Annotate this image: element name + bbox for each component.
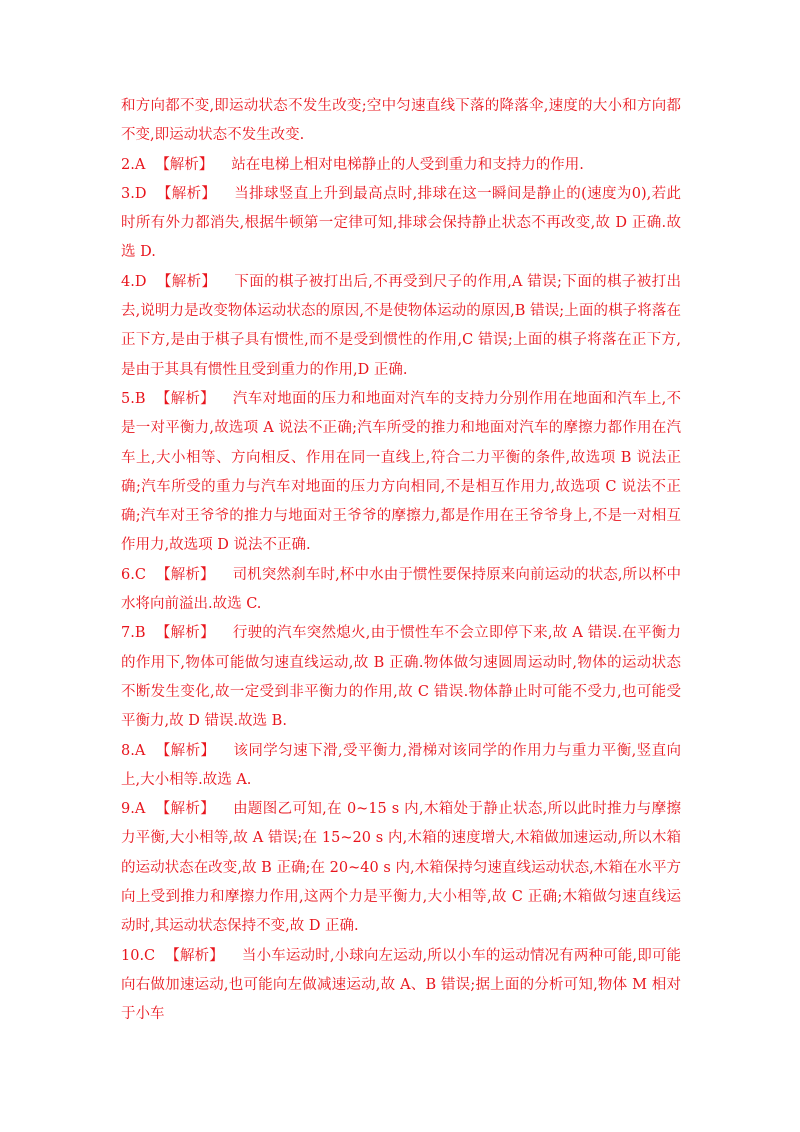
analysis-text: 当排球竖直上升到最高点时,排球在这一瞬间是静止的(速度为0),若此时所有外力都消失,根据牛顿第一定律可知,排球会保持静止状态不再改变,故 D 正确.故选 D. bbox=[121, 185, 681, 261]
analysis-text: 汽车对地面的压力和地面对汽车的支持力分别作用在地面和汽车上,不是一对平衡力,故选项 A 说法不正确;汽车所受的推力和地面对汽车的摩擦力都作用在汽车上,大小相等、方向相反、作用在同一直线上,符合二力平衡的条件,故选项 B 说法正确;汽车所受的重力与汽车对地面的压力方向相同,不是相互作用力,故选项 C 说法不正确;汽车对王爷爷的推力与地面对王爷爷的摩擦力,都是作用在王爷爷身上,不是一对相互作用力,故选项 D 说法不正确. bbox=[121, 390, 682, 554]
analysis-text: 由题图乙可知,在 0~15 s 内,木箱处于静止状态,所以此时推力与摩擦力平衡,大小相等,故 A 错误;在 15~20 s 内,木箱的速度增大,木箱做加速运动,所以木箱的运动状态在改变,故 B 正确;在 20~40 s 内,木箱保持匀速直线运动状态,木箱在水平方向上受到推力和摩擦力作用,这两个力是平衡力,大小相等,故 C 正确;木箱做匀速直线运动时,其运动状态保持不变,故 D 正确. bbox=[121, 801, 682, 935]
analysis-text: 下面的棋子被打出后,不再受到尺子的作用,A 错误;下面的棋子被打出去,说明力是改变物体运动状态的原因,不是使物体运动的原因,B 错误;上面的棋子将落在正下方,是由于棋子具有惯性,而不是受到惯性的作用,C 错误;上面的棋子将落在正下方,是由于其具有惯性且受到重力的作用,D 正确. bbox=[121, 273, 681, 378]
answer-number: 10.C bbox=[121, 947, 156, 964]
analysis-tag: 【解析】 bbox=[156, 273, 217, 290]
analysis-tag: 【解析】 bbox=[155, 801, 216, 818]
answer-analysis-page bbox=[121, 92, 681, 1030]
answer-number: 6.C bbox=[121, 566, 146, 583]
answer-item-7 bbox=[121, 619, 681, 736]
answer-number: 7.B bbox=[121, 625, 146, 642]
analysis-text: 当小车运动时,小球向左运动,所以小车的运动情况有两种可能,即可能向右做加速运动,也可能向左做减速运动,故 A、B 错误;据上面的分析可知,物体 M 相对于小车 bbox=[121, 947, 681, 1023]
answer-number: 9.A bbox=[121, 801, 146, 818]
analysis-text: 站在电梯上相对电梯静止的人受到重力和支持力的作用. bbox=[231, 156, 584, 173]
analysis-tag: 【解析】 bbox=[155, 625, 215, 642]
answer-number: 4.D bbox=[121, 273, 147, 290]
paragraph-continuation bbox=[121, 92, 681, 151]
analysis-tag: 【解析】 bbox=[155, 390, 215, 407]
analysis-text: 该同学匀速下滑,受平衡力,滑梯对该同学的作用力与重力平衡,竖直向上,大小相等.故选 A. bbox=[121, 742, 682, 788]
answer-item-6 bbox=[121, 561, 681, 620]
answer-item-5 bbox=[121, 385, 681, 561]
analysis-tag: 【解析】 bbox=[165, 947, 224, 964]
answer-number: 8.A bbox=[121, 742, 146, 759]
paragraph-text: 和方向都不变,即运动状态不发生改变;空中匀速直线下落的降落伞,速度的大小和方向都不变,即运动状态不发生改变. bbox=[121, 98, 681, 144]
answer-item-2 bbox=[121, 151, 681, 180]
answer-number: 5.B bbox=[121, 390, 146, 407]
answer-item-8 bbox=[121, 737, 681, 796]
analysis-text: 司机突然刹车时,杯中水由于惯性要保持原来向前运动的状态,所以杯中水将向前溢出.故选 C. bbox=[121, 566, 682, 613]
analysis-tag: 【解析】 bbox=[155, 742, 216, 759]
answer-item-3 bbox=[121, 180, 681, 268]
answer-item-10 bbox=[121, 942, 681, 1030]
analysis-text: 行驶的汽车突然熄火,由于惯性车不会立即停下来,故 A 错误.在平衡力的作用下,物体可能做匀速直线运动,故 B 正确.物体做匀速圆周运动时,物体的运动状态不断发生变化,故一定受到非平衡力的作用,故 C 错误.物体静止时可能不受力,也可能受平衡力,故 D 错误.故选 B. bbox=[121, 625, 682, 730]
analysis-tag: 【解析】 bbox=[155, 156, 214, 173]
answer-number: 3.D bbox=[121, 185, 147, 202]
answer-number: 2.A bbox=[121, 156, 146, 173]
analysis-tag: 【解析】 bbox=[155, 566, 215, 583]
answer-item-9 bbox=[121, 795, 681, 941]
answer-item-4 bbox=[121, 268, 681, 385]
analysis-tag: 【解析】 bbox=[156, 185, 217, 202]
